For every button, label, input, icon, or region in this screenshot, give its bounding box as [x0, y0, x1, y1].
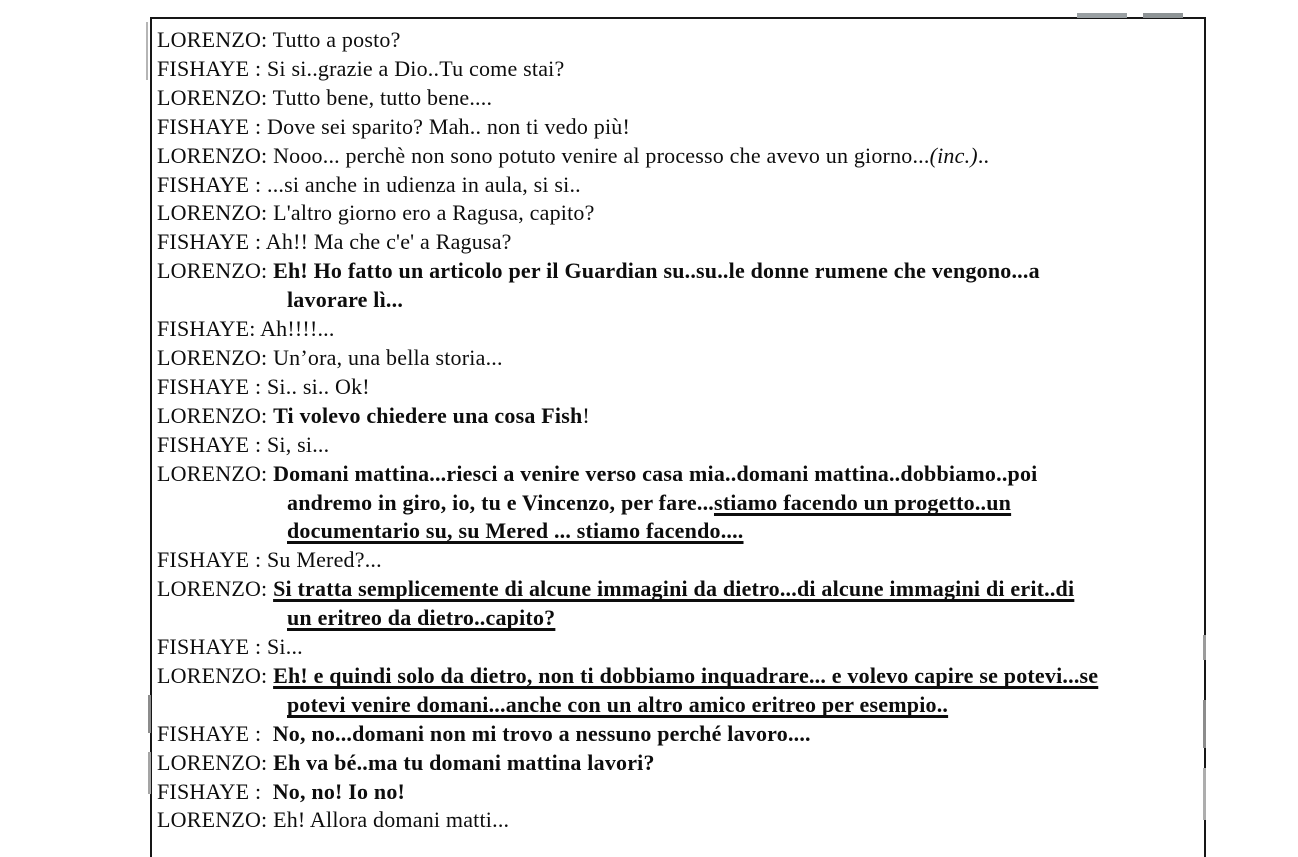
dialogue-text: ..: [977, 142, 990, 168]
transcript-line: [157, 344, 1204, 373]
transcript-line: [157, 26, 1204, 55]
dialogue-text: lavorare lì...: [287, 287, 404, 313]
dialogue-text: potevi venire domani...anche con un altro amico eritreo per esempio..: [287, 691, 949, 717]
transcript-line: [157, 691, 1204, 720]
transcript-line: [157, 778, 1204, 807]
dialogue-text: FISHAYE : Dove sei sparito? Mah.. non ti vedo più!: [157, 113, 630, 139]
dialogue-text: FISHAYE : Si.. si.. Ok!: [157, 373, 370, 399]
transcript-line: [157, 662, 1204, 691]
dialogue-text: LORENZO:: [157, 402, 274, 428]
dialogue-text: FISHAYE : ...si anche in udienza in aula, si si..: [157, 171, 581, 197]
dialogue-text: FISHAYE : Su Mered?...: [157, 547, 382, 573]
dialogue-text: LORENZO: Un’ora, una bella storia...: [157, 344, 503, 370]
dialogue-text: LORENZO: Tutto bene, tutto bene....: [157, 84, 493, 110]
transcript-line: [157, 171, 1204, 200]
dialogue-text: Eh va bé..ma tu domani mattina lavori?: [273, 749, 655, 775]
transcript-page: [150, 17, 1206, 857]
dialogue-text: FISHAYE :: [157, 720, 273, 746]
transcript-line: [157, 489, 1204, 518]
dialogue-text: Si tratta semplicemente di alcune immagini da dietro...di alcune immagini di erit..di: [273, 576, 1075, 602]
dialogue-text: un eritreo da dietro..capito?: [287, 605, 556, 631]
dialogue-text: !: [582, 402, 590, 428]
transcript-line: [157, 84, 1204, 113]
transcript-line: [157, 286, 1204, 315]
dialogue-text: LORENZO:: [157, 258, 274, 284]
transcript-line: [157, 315, 1204, 344]
scan-artifact: [146, 22, 148, 80]
transcript-line: [157, 257, 1204, 286]
transcript-line: [157, 604, 1204, 633]
dialogue-text: No, no...domani non mi trovo a nessuno perché lavoro....: [272, 720, 811, 746]
dialogue-text: documentario su, su Mered ... stiamo facendo....: [287, 518, 744, 544]
transcript-line: [157, 720, 1204, 749]
dialogue-text: andremo in giro, io, tu e Vincenzo, per fare...: [287, 489, 714, 515]
dialogue-text: LORENZO:: [157, 576, 274, 602]
dialogue-text: Eh! Ho fatto un articolo per il Guardian su..su..le donne rumene che vengono...a: [273, 258, 1040, 284]
transcript-line: [157, 142, 1204, 171]
transcript-line: [157, 228, 1204, 257]
dialogue-text: LORENZO: L'altro giorno ero a Ragusa, capito?: [157, 200, 595, 226]
dialogue-text: No, no! Io no!: [272, 778, 406, 804]
dialogue-text: LORENZO:: [157, 662, 274, 688]
dialogue-text: FISHAYE: Ah!!!!...: [157, 316, 335, 342]
dialogue-text: FISHAYE : Si si..grazie a Dio..Tu come stai?: [157, 55, 565, 81]
dialogue-text: FISHAYE : Si, si...: [157, 431, 330, 457]
transcript-line: [157, 575, 1204, 604]
dialogue-text: Ti volevo chiedere una cosa Fish: [273, 402, 583, 428]
dialogue-text: stiamo facendo un progetto..un: [713, 489, 1012, 515]
dialogue-text: LORENZO:: [157, 749, 274, 775]
transcript-body: [152, 19, 1204, 835]
dialogue-text: LORENZO: Eh! Allora domani matti...: [157, 807, 510, 833]
dialogue-text: FISHAYE : Ah!! Ma che c'e' a Ragusa?: [157, 229, 512, 255]
transcript-line: [157, 431, 1204, 460]
transcript-line: [157, 546, 1204, 575]
dialogue-text: Domani mattina...riesci a venire verso casa mia..domani mattina..dobbiamo..poi: [273, 460, 1038, 486]
dialogue-text: LORENZO: Nooo... perchè non sono potuto venire al processo che avevo un giorno...: [157, 142, 930, 168]
transcript-line: [157, 113, 1204, 142]
transcript-line: [157, 199, 1204, 228]
transcript-line: [157, 517, 1204, 546]
dialogue-text: FISHAYE :: [157, 778, 273, 804]
transcript-line: [157, 402, 1204, 431]
transcript-line: [157, 55, 1204, 84]
inaudible-note: (inc.): [929, 142, 978, 168]
transcript-line: [157, 373, 1204, 402]
dialogue-text: LORENZO:: [157, 460, 274, 486]
transcript-line: [157, 806, 1204, 835]
transcript-line: [157, 460, 1204, 489]
dialogue-text: Eh! e quindi solo da dietro, non ti dobbiamo inquadrare... e volevo capire se potevi...se: [273, 662, 1099, 688]
dialogue-text: FISHAYE : Si...: [157, 634, 303, 660]
transcript-line: [157, 633, 1204, 662]
dialogue-text: LORENZO: Tutto a posto?: [157, 27, 401, 52]
transcript-line: [157, 749, 1204, 778]
